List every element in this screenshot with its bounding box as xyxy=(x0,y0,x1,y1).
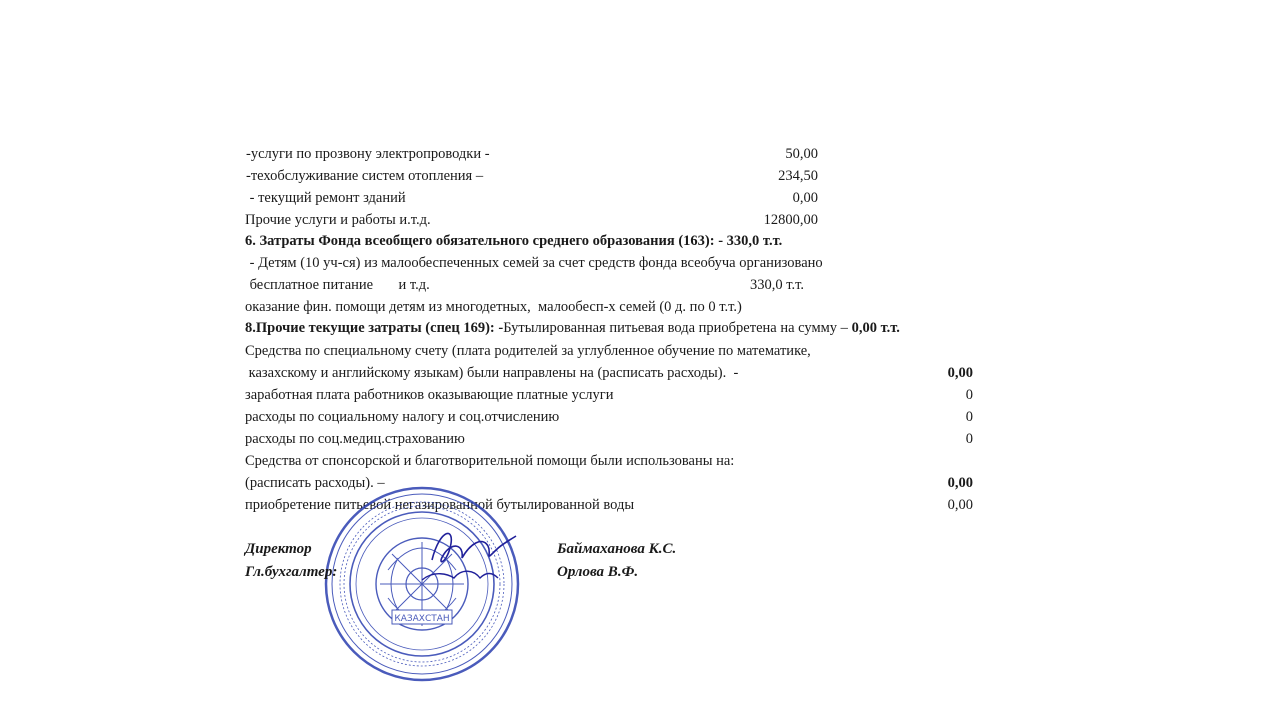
sponsor-line2: (расписать расходы). – xyxy=(245,475,385,491)
item-value: 0,00 xyxy=(792,190,818,206)
director-title: Директор xyxy=(245,541,312,557)
special-row-label: расходы по социальному налогу и соц.отчислению xyxy=(245,409,560,425)
item-label: -техобслуживание систем отопления – xyxy=(246,168,484,184)
item-value: 234,50 xyxy=(778,168,818,184)
section-6-line3: оказание фин. помощи детям из многодетных, малообесп-х семей (0 д. по 0 т.т.) xyxy=(245,299,742,315)
sponsor-row-value: 0,00 xyxy=(947,497,973,513)
stamp-country-text: КАЗАХСТАН xyxy=(394,614,450,624)
item-value: 12800,00 xyxy=(763,212,818,228)
special-row-label: заработная плата работников оказывающие платные услуги xyxy=(245,387,614,403)
accountant-name: Орлова В.Ф. xyxy=(557,564,639,580)
special-row-value: 0 xyxy=(965,409,973,425)
sponsor-total: 0,00 xyxy=(947,475,973,491)
section-6-line1: - Детям (10 уч-ся) из малообеспеченных семей за счет средств фонда всеобуча организовано xyxy=(246,255,823,271)
section-6-line2-value: 330,0 т.т. xyxy=(750,277,804,293)
handwritten-signature xyxy=(392,518,522,598)
section-8-heading xyxy=(245,319,900,337)
item-label: - текущий ремонт зданий xyxy=(246,190,406,206)
sponsor-line1: Средства от спонсорской и благотворительной помощи были использованы на: xyxy=(245,453,735,469)
item-label: Прочие услуги и работы и.т.д. xyxy=(245,212,431,228)
special-account-line1: Средства по специальному счету (плата родителей за углубленное обучение по математике, xyxy=(245,343,811,359)
section-8-heading-bold: 8.Прочие текущие затраты (спец 169): - xyxy=(245,320,504,336)
special-account-total: 0,00 xyxy=(947,365,973,381)
item-label: -услуги по прозвону электропроводки - xyxy=(246,146,490,162)
item-value: 50,00 xyxy=(785,146,818,162)
section-6-line2-label: бесплатное питание и т.д. xyxy=(246,277,430,293)
special-account-line2: казахскому и английскому языкам) были направлены на (расписать расходы). - xyxy=(245,365,739,381)
special-row-value: 0 xyxy=(965,431,973,447)
section-6-heading: 6. Затраты Фонда всеобщего обязательного среднего образования (163): - 330,0 т.т. xyxy=(245,233,783,249)
section-8-heading-text: Бутылированная питьевая вода приобретена на сумму – xyxy=(503,320,852,336)
accountant-title: Гл.бухгалтер: xyxy=(245,564,338,580)
special-row-label: расходы по соц.медиц.страхованию xyxy=(245,431,465,447)
special-row-value: 0 xyxy=(965,387,973,403)
sponsor-row-label: приобретение питьевой негазированной бутылированной воды xyxy=(245,497,635,513)
director-name: Баймаханова К.С. xyxy=(557,541,677,557)
section-8-amount: 0,00 т.т. xyxy=(851,320,900,336)
